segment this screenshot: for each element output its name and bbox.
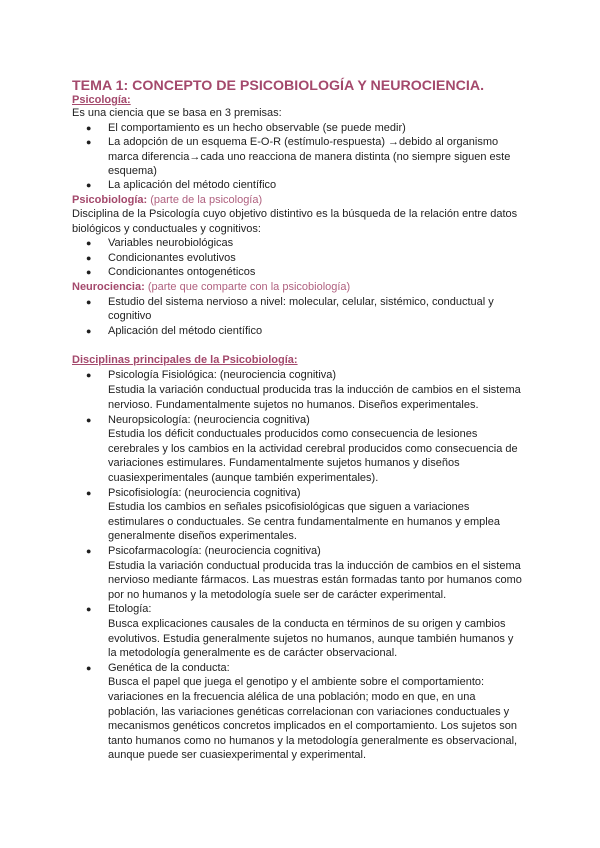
bullet-icon: ● (86, 370, 92, 380)
bullet-icon: ● (86, 137, 92, 147)
psicofisiologia-name: Psicofisiología: (neurociencia cognitiva) (108, 487, 301, 499)
psicologia-bullet-3: La aplicación del método científico (108, 179, 277, 191)
psicobiologia-bullet-1: Variables neurobiológicas (108, 237, 234, 249)
disciplinas-heading: Disciplinas principales de la Psicobiología: (72, 354, 298, 366)
neurociencia-bullet-2: Aplicación del método científico (108, 325, 263, 337)
bullet-icon: ● (86, 253, 92, 263)
bullet-icon: ● (86, 238, 92, 248)
psicobiologia-def-line-1: Disciplina de la Psicología cuyo objetivo distintivo es la búsqueda de la relación entre datos (72, 208, 518, 220)
bullet-icon: ● (86, 546, 92, 556)
genetica-line-5: tanto humanos como no humanos y la metodología generalmente es observacional, (108, 735, 518, 747)
etologia-name: Etología: (108, 603, 152, 615)
fisiologica-name: Psicología Fisiológica: (neurociencia cognitiva) (108, 369, 337, 381)
neurociencia-heading (72, 280, 350, 294)
bullet-icon: ● (86, 267, 92, 277)
neurociencia-bullet-1-line-2: cognitivo (108, 310, 152, 322)
neuropsicologia-line-3: variaciones estimulares. Fundamentalmente sujetos humanos y diseños (108, 457, 460, 469)
fisiologica-line-1: Estudia la variación conductual producida tras la inducción de cambios en el sistema (108, 384, 521, 396)
psicobiologia-label: Psicobiología: (72, 194, 148, 206)
psicofisiologia-line-1: Estudia los cambios en señales psicofisiológicas que siguen a variaciones (108, 501, 470, 513)
genetica-line-3: población, las variaciones genéticas correlacionan con variaciones conductuales y (108, 706, 510, 718)
neurociencia-note: (parte que comparte con la psicobiología) (147, 281, 351, 293)
psicofarmacologia-line-1: Estudia la variación conductual producida tras la inducción de cambios en el sistema (108, 560, 521, 572)
neurociencia-label: Neurociencia: (72, 281, 145, 293)
page-title: TEMA 1: CONCEPTO DE PSICOBIOLOGÍA Y NEUROCIENCIA. (72, 78, 485, 94)
psicobiologia-note: (parte de la psicología) (150, 194, 263, 206)
psicologia-bullet-2-line-3: esquema) (108, 165, 157, 177)
psicobiologia-def-line-2: biológicos y conductuales y cognitivos: (72, 223, 261, 235)
neurociencia-bullet-1-line-1: Estudio del sistema nervioso a nivel: molecular, celular, sistémico, conductual y (108, 296, 494, 308)
psicofarmacologia-name: Psicofarmacología: (neurociencia cognitiva) (108, 545, 321, 557)
psicologia-bullet-2-line-1: La adopción de un esquema E-O-R (estímulo-respuesta) →debido al organismo (108, 136, 499, 148)
bullet-icon: ● (86, 297, 92, 307)
bullet-icon: ● (86, 123, 92, 133)
bullet-icon: ● (86, 604, 92, 614)
genetica-name: Genética de la conducta: (108, 662, 230, 674)
psicofisiologia-line-2: estimulares o conductuales. Se centra fundamentalmente en humanos y emplea (108, 516, 500, 528)
psicobiologia-bullet-3: Condicionantes ontogenéticos (108, 266, 256, 278)
genetica-line-6: aunque puede ser cuasiexperimental y experimental. (108, 749, 367, 761)
psicobiologia-bullet-2: Condicionantes evolutivos (108, 252, 236, 264)
psicofisiologia-line-3: generalmente diseños experimentales. (108, 530, 297, 542)
psicofarmacologia-line-2: nervioso mediante fármacos. Las muestras están formadas tanto por humanos como (108, 574, 522, 586)
etologia-line-1: Busca explicaciones causales de la conducta en términos de su origen y cambios (108, 618, 506, 630)
fisiologica-line-2: nervioso. Fundamentalmente sujetos no humanos. Diseños experimentales. (108, 399, 479, 411)
genetica-line-4: mecanismos genéticos concretos implicados en el comportamiento. Los sujetos son (108, 720, 518, 732)
etologia-line-3: la metodología generalmente es de carácter observacional. (108, 647, 398, 659)
psicologia-heading: Psicología: (72, 94, 131, 106)
psicologia-intro: Es una ciencia que se basa en 3 premisas: (72, 107, 282, 119)
psicofarmacologia-line-3: por no humanos y la metodología suele ser de carácter experimental. (108, 589, 447, 601)
bullet-icon: ● (86, 488, 92, 498)
neuropsicologia-line-4: cuasiexperimentales (aunque también experimentales). (108, 472, 379, 484)
bullet-icon: ● (86, 180, 92, 190)
neuropsicologia-line-2: cerebrales y los cambios en la actividad cerebral producidos como consecuencia de (108, 443, 518, 455)
psicobiologia-heading (72, 193, 262, 207)
psicologia-bullet-2-line-2: marca diferencia→cada uno reacciona de manera distinta (no siempre siguen este (108, 151, 511, 163)
neuropsicologia-line-1: Estudia los déficit conductuales producidos como consecuencia de lesiones (108, 428, 478, 440)
psicologia-bullet-1: El comportamiento es un hecho observable (se puede medir) (108, 122, 406, 134)
etologia-line-2: evolutivos. Estudia generalmente sujetos no humanos, aunque también humanos y (108, 633, 514, 645)
neuropsicologia-name: Neuropsicología: (neurociencia cognitiva) (108, 414, 310, 426)
genetica-line-2: variaciones en la frecuencia alélica de una población; modo en que, en una (108, 691, 476, 703)
bullet-icon: ● (86, 415, 92, 425)
bullet-icon: ● (86, 326, 92, 336)
bullet-icon: ● (86, 663, 92, 673)
genetica-line-1: Busca el papel que juega el genotipo y el ambiente sobre el comportamiento: (108, 676, 485, 688)
